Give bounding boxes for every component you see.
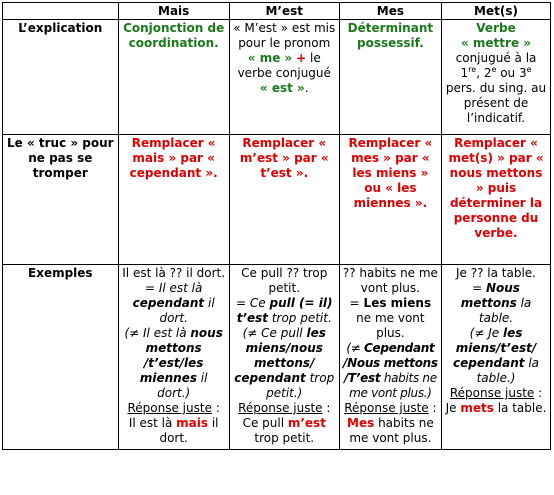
header-mets: Met(s) <box>442 3 551 20</box>
exemple-equivalent: = Ce pull (= il) t’est trop petit. <box>236 296 333 325</box>
exemple-mes <box>339 265 441 450</box>
explication-mest: « M’est » est mis pour le pronom « me » + le verbe conjugué « est ». <box>229 20 339 135</box>
exemple-not-equivalent: (≠ Ce pull les miens/nous mettons/ cependant trop petit.) <box>234 326 335 400</box>
explication-mets: Verbe « mettre » conjugué à la 1re, 2e ou 3e pers. du sing. au présent de l’indicatif. <box>442 20 551 135</box>
header-empty-cell <box>3 3 119 20</box>
explication-mais: Conjonction de coordination. <box>118 20 229 135</box>
exemple-equivalent: = Les miens ne me vont plus. <box>349 296 432 340</box>
exemple-mest <box>229 265 339 450</box>
truc-mets: Remplacer « met(s) » par « nous mettons » puis déterminer la personne du verbe. <box>442 135 551 265</box>
exemple-question: Il est là ?? il dort. <box>122 266 226 280</box>
exemple-question: Ce pull ?? trop petit. <box>241 266 328 295</box>
exemple-answer: Réponse juste : Mes habits ne me vont plus. <box>344 401 437 445</box>
exemple-answer: Réponse juste : Ce pull m’est trop petit. <box>238 401 331 445</box>
explication-row <box>3 20 551 135</box>
exemple-question: ?? habits ne me vont plus. <box>342 266 438 295</box>
exemple-equivalent: = Nous mettons la table. <box>460 281 532 325</box>
row-label-explication: L’explication <box>3 20 119 135</box>
grammar-table <box>2 2 551 450</box>
header-mes: Mes <box>339 3 441 20</box>
exemple-mets <box>442 265 551 450</box>
header-row <box>3 3 551 20</box>
header-mais: Mais <box>118 3 229 20</box>
exemple-question: Je ?? la table. <box>456 266 536 280</box>
row-label-truc: Le « truc » pour ne pas se tromper <box>3 135 119 265</box>
exemple-answer: Réponse juste : Je mets la table. <box>445 386 547 415</box>
exemple-answer: Réponse juste : Il est là mais il dort. <box>127 401 220 445</box>
row-label-exemples: Exemples <box>3 265 119 450</box>
truc-mais: Remplacer « mais » par « cependant ». <box>118 135 229 265</box>
truc-mes: Remplacer « mes » par « les miens » ou « les miennes ». <box>339 135 441 265</box>
exemple-equivalent: = Il est là cependant il dort. <box>132 281 215 325</box>
truc-row <box>3 135 551 265</box>
exemples-row <box>3 265 551 450</box>
exemple-not-equivalent: (≠ Il est là nous mettons /t’est/les miennes il dort.) <box>124 326 223 400</box>
exemple-not-equivalent: (≠ Je les miens/t’est/ cependant la table.) <box>453 326 540 385</box>
truc-mest: Remplacer « m’est » par « t’est ». <box>229 135 339 265</box>
header-mest: M’est <box>229 3 339 20</box>
exemple-not-equivalent: (≠ Cependant /Nous mettons /T’est habits ne me vont plus.) <box>343 341 438 400</box>
explication-mes: Déterminant possessif. <box>339 20 441 135</box>
exemple-mais <box>118 265 229 450</box>
